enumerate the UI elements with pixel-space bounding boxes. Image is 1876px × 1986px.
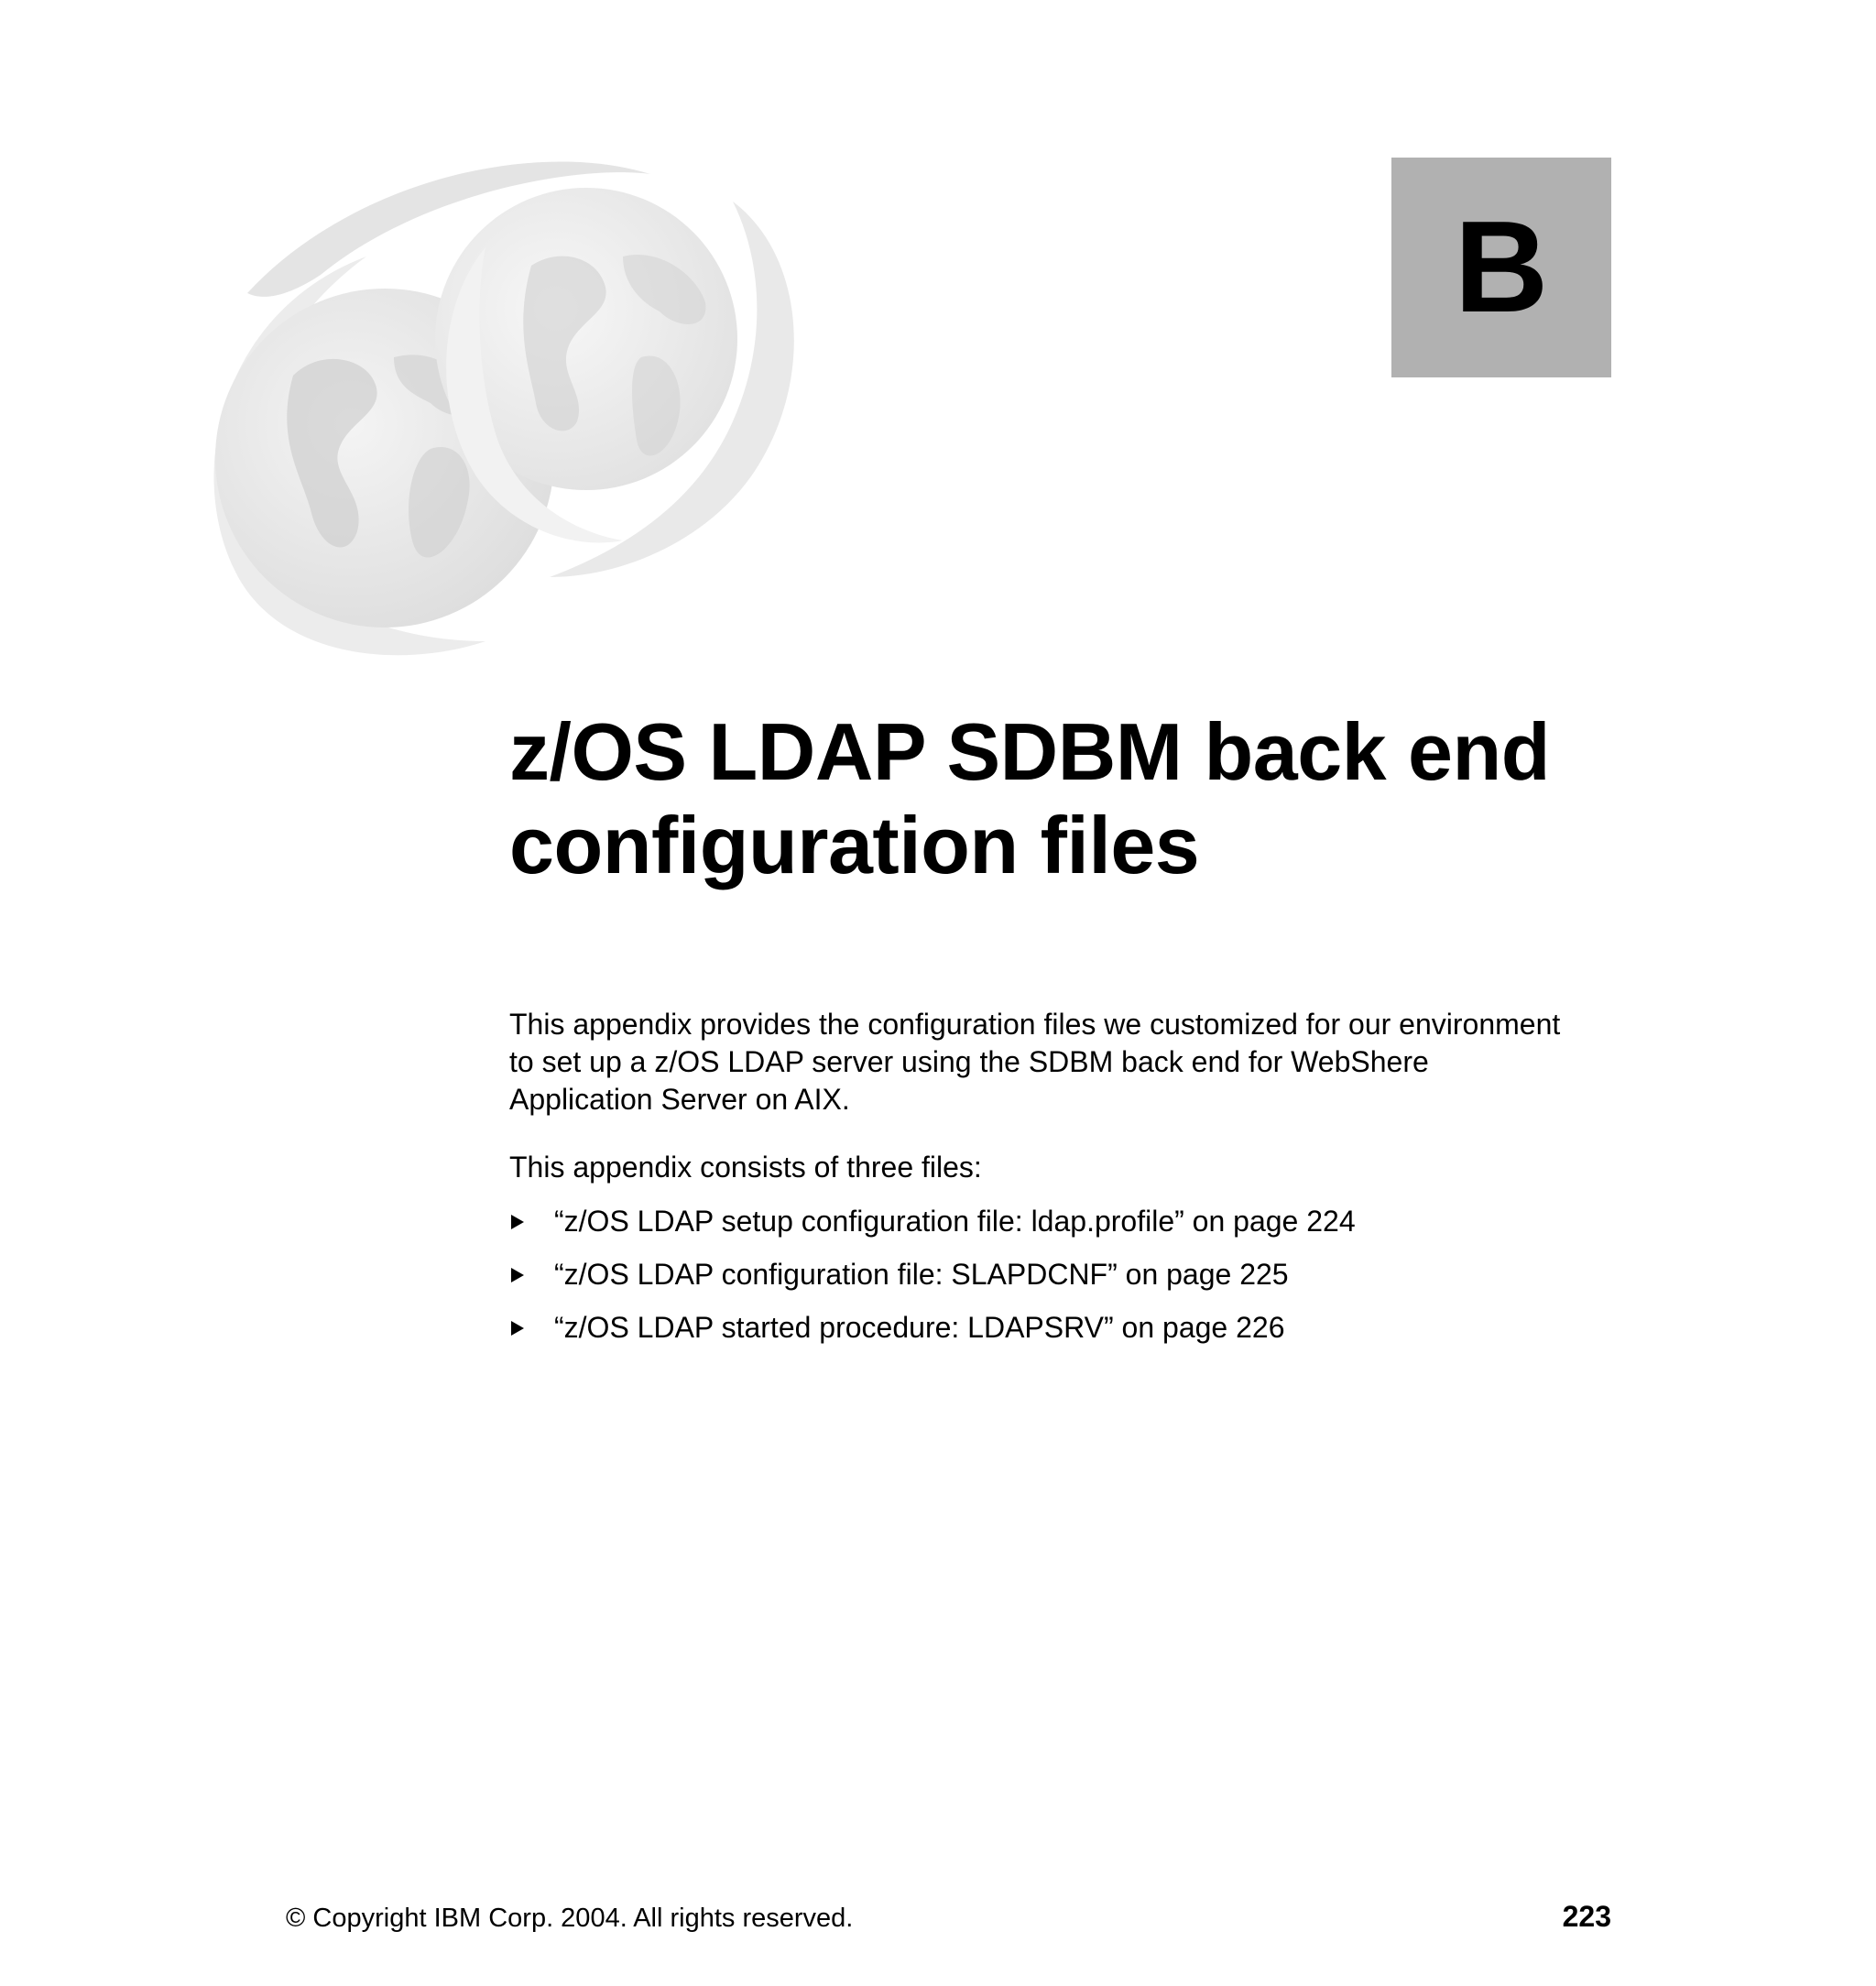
page-number: 223 <box>1562 1900 1611 1933</box>
lead-paragraph: This appendix consists of three files: <box>509 1151 982 1184</box>
file-link-ldapsrv[interactable]: “z/OS LDAP started procedure: LDAPSRV” on page 226 <box>554 1311 1285 1344</box>
appendix-body <box>509 1006 1636 1362</box>
file-list-item[interactable] <box>509 1256 1636 1293</box>
intro-line-3: Application Server on AIX. <box>509 1083 850 1116</box>
file-list-item[interactable] <box>509 1309 1636 1347</box>
intro-line-2: to set up a z/OS LDAP server using the SDBM back end for WebShere <box>509 1045 1429 1078</box>
file-link-ldap-profile[interactable]: “z/OS LDAP setup configuration file: ldap.profile” on page 224 <box>554 1205 1356 1238</box>
copyright-notice: © Copyright IBM Corp. 2004. All rights reserved. <box>286 1904 854 1933</box>
file-list-item[interactable] <box>509 1203 1636 1240</box>
appendix-letter: B <box>1454 194 1549 340</box>
intro-paragraph <box>509 1006 1636 1118</box>
triangle-bullet-icon <box>511 1268 524 1282</box>
intro-line-1: This appendix provides the configuration files we customized for our environment <box>509 1008 1561 1041</box>
triangle-bullet-icon <box>511 1215 524 1229</box>
page-title-line-1: z/OS LDAP SDBM back end <box>509 706 1550 797</box>
file-link-slapdcnf[interactable]: “z/OS LDAP configuration file: SLAPDCNF” on page 225 <box>554 1258 1289 1291</box>
file-list <box>509 1203 1636 1347</box>
appendix-letter-box <box>1391 158 1611 377</box>
triangle-bullet-icon <box>511 1321 524 1336</box>
page-title <box>509 705 1663 892</box>
ibm-globe-swirl-logo <box>183 147 843 678</box>
page-title-line-2: configuration files <box>509 800 1200 890</box>
